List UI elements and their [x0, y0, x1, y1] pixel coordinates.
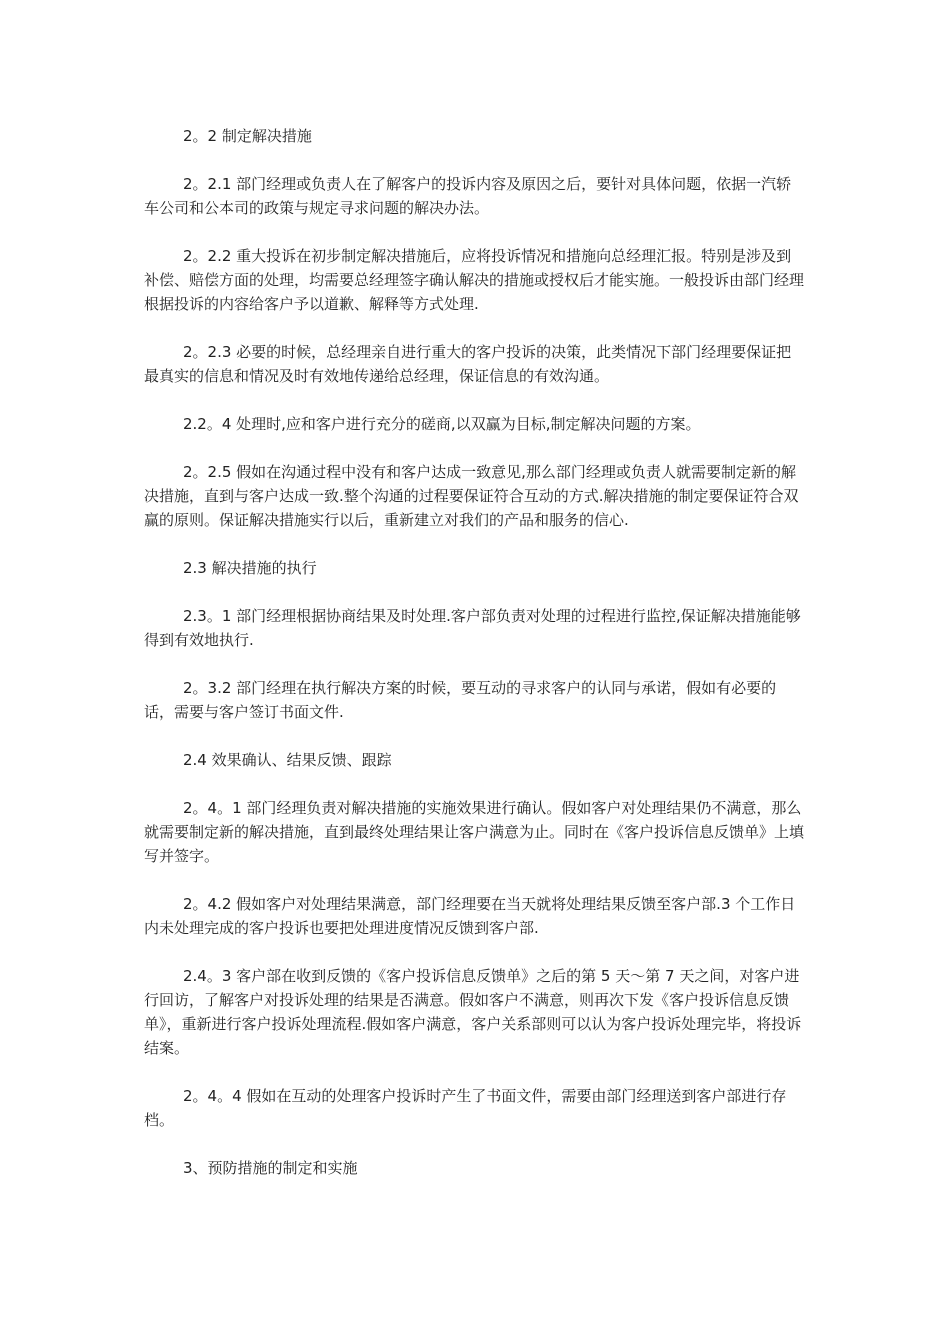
document-body	[144, 124, 806, 1204]
paragraph-2-4-1: 2。4。1 部门经理负责对解决措施的实施效果进行确认。假如客户对处理结果仍不满意，那么就需要制定新的解决措施，直到最终处理结果让客户满意为止。同时在《客户投诉信息反馈单》上填写并签字。	[144, 799, 805, 865]
paragraph-2-2-2: 2。2.2 重大投诉在初步制定解决措施后，应将投诉情况和措施向总经理汇报。特别是涉及到补偿、赔偿方面的处理，均需要总经理签字确认解决的措施或授权后才能实施。一般投诉由部门经理根据投诉的内容给客户予以道歉、解释等方式处理.	[144, 247, 805, 313]
paragraph-2-2-5: 2。2.5 假如在沟通过程中没有和客户达成一致意见,那么部门经理或负责人就需要制定新的解决措施，直到与客户达成一致.整个沟通的过程要保证符合互动的方式.解决措施的制定要保证符合双赢的原则。保证解决措施实行以后，重新建立对我们的产品和服务的信心.	[144, 463, 799, 529]
paragraph-2-2-1: 2。2.1 部门经理或负责人在了解客户的投诉内容及原因之后，要针对具体问题，依据一汽轿车公司和公本司的政策与规定寻求问题的解决办法。	[144, 175, 792, 217]
paragraph-2-2-4: 2.2。4 处理时,应和客户进行充分的磋商,以双赢为目标,制定解决问题的方案。	[183, 415, 701, 433]
paragraph-2-2-3: 2。2.3 必要的时候，总经理亲自进行重大的客户投诉的决策，此类情况下部门经理要保证把最真实的信息和情况及时有效地传递给总经理，保证信息的有效沟通。	[144, 343, 792, 385]
section-heading-2-2: 2。2 制定解决措施	[183, 127, 312, 145]
paragraph-2-3-2: 2。3.2 部门经理在执行解决方案的时候，要互动的寻求客户的认同与承诺，假如有必要的话，需要与客户签订书面文件.	[144, 679, 777, 721]
paragraph-2-4-4: 2。4。4 假如在互动的处理客户投诉时产生了书面文件，需要由部门经理送到客户部进行存档。	[144, 1087, 787, 1129]
section-heading-2-3: 2.3 解决措施的执行	[183, 559, 317, 577]
section-heading-2-4: 2.4 效果确认、结果反馈、跟踪	[183, 751, 392, 769]
paragraph-2-4-2: 2。4.2 假如客户对处理结果满意，部门经理要在当天就将处理结果反馈至客户部.3 个工作日内未处理完成的客户投诉也要把处理进度情况反馈到客户部.	[144, 895, 796, 937]
paragraph-2-4-3: 2.4。3 客户部在收到反馈的《客户投诉信息反馈单》之后的第 5 天～第 7 天之间，对客户进行回访，了解客户对投诉处理的结果是否满意。假如客户不满意，则再次下发《客户投诉信息反馈单》，重新进行客户投诉处理流程.假如客户满意，客户关系部则可以认为客户投诉处理完毕，将投诉结案。	[144, 967, 802, 1057]
section-heading-3: 3、预防措施的制定和实施	[183, 1159, 358, 1177]
paragraph-2-3-1: 2.3。1 部门经理根据协商结果及时处理.客户部负责对处理的过程进行监控,保证解决措施能够得到有效地执行.	[144, 607, 801, 649]
